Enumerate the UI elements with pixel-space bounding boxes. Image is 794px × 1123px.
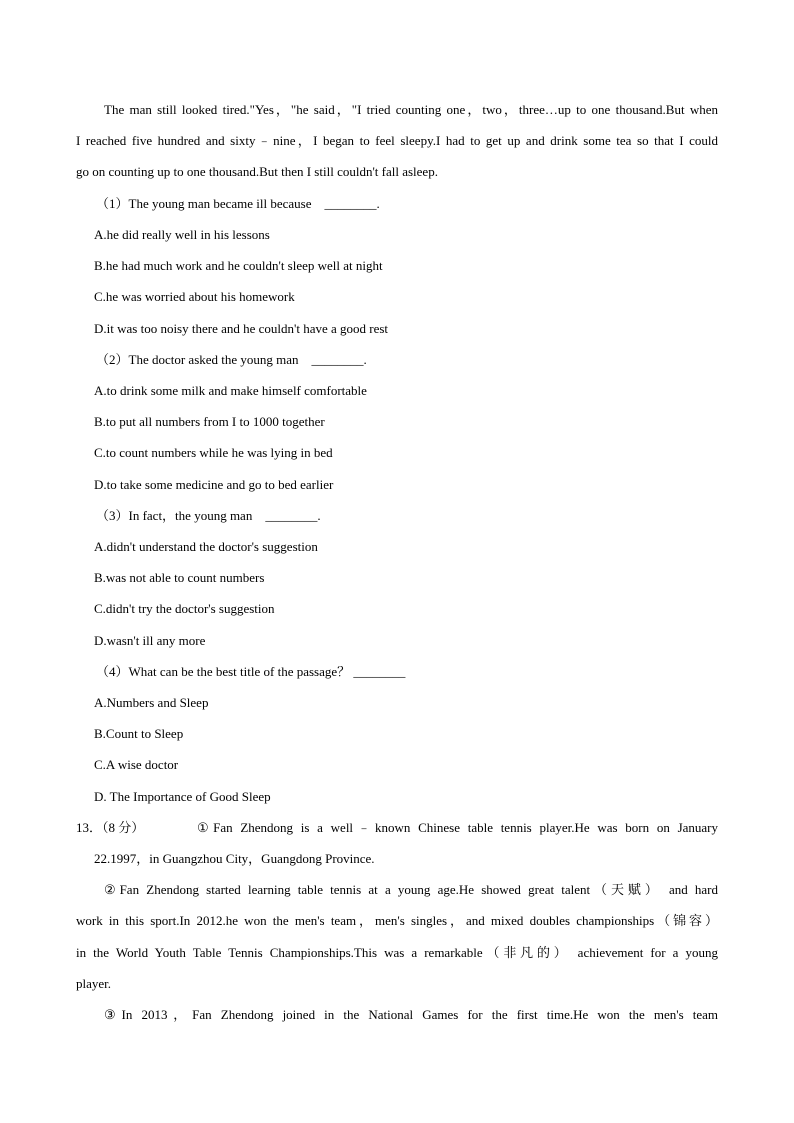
- question-3-option-a: A.didn't understand the doctor's suggestion: [94, 539, 318, 554]
- q13-paragraph-2-line-2: work in this sport.In 2012.he won the men's team，men's singles，and mixed doubles championships（锦容）: [76, 913, 718, 928]
- question-1-option-d: D.it was too noisy there and he couldn't have a good rest: [94, 321, 389, 336]
- passage-line-2: I reached five hundred and sixty﹣nine，I began to feel sleepy.I had to get up and drink some tea so that I could: [76, 133, 718, 148]
- question-13-header: 13．（8 分）: [76, 820, 145, 835]
- question-2-option-b: B.to put all numbers from I to 1000 together: [94, 414, 325, 429]
- question-1-option-a: A.he did really well in his lessons: [94, 227, 270, 242]
- question-4-option-c: C.A wise doctor: [94, 757, 179, 772]
- passage-line-3: go on counting up to one thousand.But then I still couldn't fall asleep.: [76, 164, 438, 179]
- question-1-option-c: C.he was worried about his homework: [94, 289, 295, 304]
- question-3-stem: （3）In fact，the young man ________.: [96, 508, 321, 523]
- question-2-option-d: D.to take some medicine and go to bed earlier: [94, 477, 334, 492]
- question-3-option-b: B.was not able to count numbers: [94, 570, 265, 585]
- question-4-option-b: B.Count to Sleep: [94, 726, 184, 741]
- q13-paragraph-1-line-1: ①Fan Zhendong is a well﹣known Chinese table tennis player.He was born on January: [197, 820, 718, 835]
- question-2-option-c: C.to count numbers while he was lying in bed: [94, 445, 333, 460]
- question-2-option-a: A.to drink some milk and make himself comfortable: [94, 383, 367, 398]
- question-3-option-d: D.wasn't ill any more: [94, 633, 206, 648]
- question-4-option-a: A.Numbers and Sleep: [94, 695, 209, 710]
- question-4-option-d: D. The Importance of Good Sleep: [94, 789, 271, 804]
- question-3-option-c: C.didn't try the doctor's suggestion: [94, 601, 275, 616]
- question-1-option-b: B.he had much work and he couldn't sleep well at night: [94, 258, 383, 273]
- q13-paragraph-3-line-1: ③In 2013，Fan Zhendong joined in the National Games for the first time.He won the men's team: [104, 1007, 718, 1022]
- q13-paragraph-2-line-1: ②Fan Zhendong started learning table tennis at a young age.He showed great talent（天赋） and hard: [104, 882, 718, 897]
- q13-paragraph-1-line-2: 22.1997，in Guangzhou City，Guangdong Province.: [94, 851, 375, 866]
- question-2-stem: （2）The doctor asked the young man ________.: [96, 352, 367, 367]
- question-4-stem: （4）What can be the best title of the passage？ ________: [96, 664, 406, 679]
- passage-line-1: The man still looked tired."Yes，"he said，"I tried counting one，two，three…up to one thousand.But when: [104, 102, 718, 117]
- question-1-stem: （1）The young man became ill because ________.: [96, 196, 380, 211]
- q13-paragraph-2-line-3: in the World Youth Table Tennis Championships.This was a remarkable（非凡的） achievement for a young: [76, 945, 718, 960]
- q13-paragraph-2-line-4: player.: [76, 976, 112, 991]
